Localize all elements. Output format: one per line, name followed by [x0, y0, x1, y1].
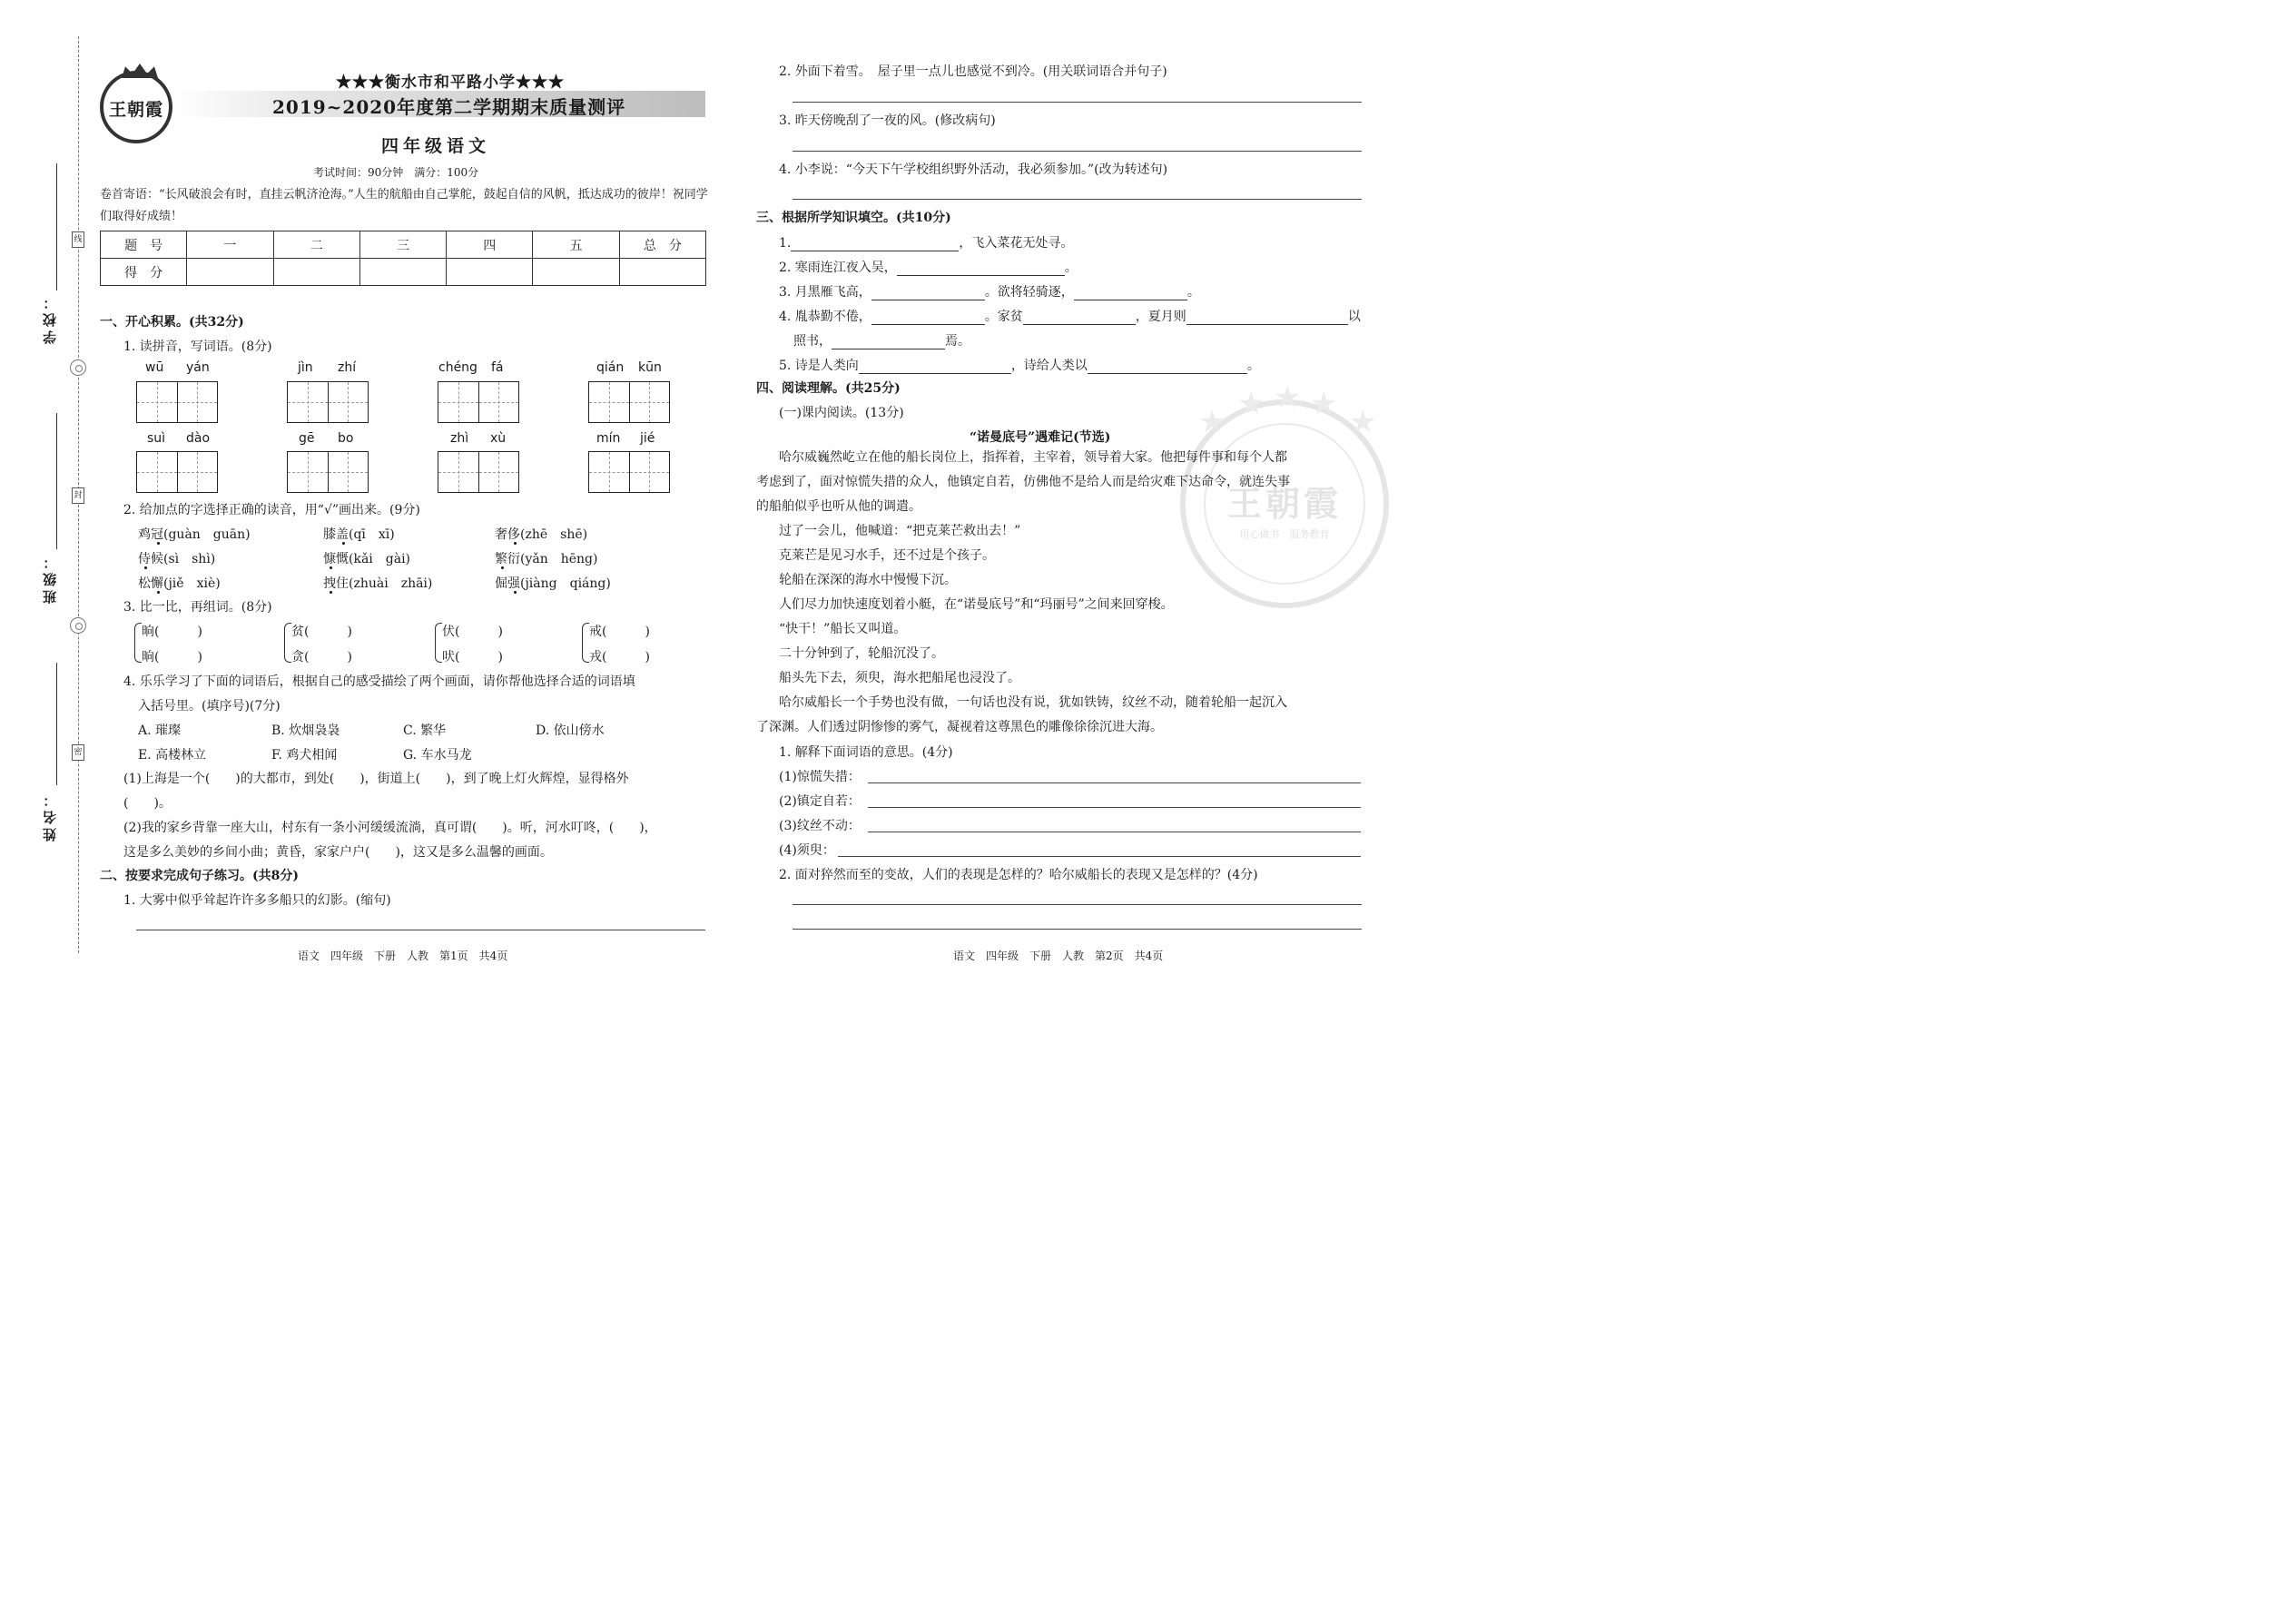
s1-q4: 4. 乐乐学习了下面的词语后，根据自己的感受描绘了两个画面，请你帮他选择合适的词语填: [123, 674, 635, 689]
reading-option[interactable]: 侍候(sì shì): [138, 552, 216, 566]
score-header-cell: 三: [359, 231, 446, 259]
compare-word[interactable]: 晌( ): [142, 650, 202, 664]
pinyin: chéng: [438, 360, 478, 375]
s3-q4-mid: 。家贫: [984, 310, 1023, 324]
fill-blank[interactable]: [1023, 310, 1136, 325]
passage-line: “快干！”船长又叫道。: [779, 622, 907, 636]
section-2-title: 二、按要求完成句子练习。(共8分): [100, 869, 299, 883]
binding-hole-icon: [70, 359, 86, 376]
score-header-cell: 四: [447, 231, 533, 259]
score-header-cell: 一: [187, 231, 273, 259]
scene-1-cont[interactable]: ( )。: [123, 796, 172, 811]
writing-grid[interactable]: [136, 381, 218, 423]
s3-q4-cont: [793, 331, 970, 349]
pinyin: jìn: [298, 360, 313, 375]
writing-grid[interactable]: [287, 381, 369, 423]
pinyin: bo: [338, 431, 354, 446]
s3-q3-end: 。: [1186, 285, 1200, 300]
reading-option[interactable]: 繁衍(yǎn hēng): [495, 552, 598, 566]
emphasis-dot: [330, 566, 332, 569]
score-header-cell: 五: [533, 231, 619, 259]
word-option: A. 璀璨: [138, 723, 182, 738]
s3-q1: [779, 233, 1073, 251]
fill-blank[interactable]: [1186, 310, 1348, 325]
compare-word[interactable]: 戒( ): [589, 625, 650, 639]
s3-q4-head: 4. 胤恭勤不倦，: [779, 310, 871, 324]
star-icon: ★: [1310, 386, 1338, 422]
brace: [582, 623, 589, 663]
seal-mark-line: 线: [72, 231, 84, 248]
s3-q2: [779, 258, 1078, 276]
s2-q4: 4. 小李说：“今天下午学校组织野外活动，我必须参加。”(改为转述句): [779, 162, 1168, 177]
reading-option[interactable]: 膝盖(qī xī): [323, 527, 395, 542]
reading-option[interactable]: 鸡冠(guàn guān): [138, 527, 251, 542]
passage-line: 哈尔威船长一个手势也没有做，一句话也没有说，犹如铁铸，纹丝不动，随着轮船一起沉入: [779, 695, 1287, 710]
s3-q3: [779, 282, 1200, 300]
scene-2[interactable]: (2)我的家乡背靠一座大山，村东有一条小河缓缓流淌，真可谓( )。听，河水叮咚，( )，: [123, 821, 657, 835]
emphasis-dot: [144, 566, 147, 569]
writing-grid[interactable]: [438, 451, 519, 493]
s3-q5-end: 。: [1246, 359, 1260, 373]
pinyin: jié: [640, 431, 655, 446]
score-cell[interactable]: [273, 259, 359, 286]
passage-line: 克莱芒是见习水手，还不过是个孩子。: [779, 548, 995, 563]
crown-icon: [122, 64, 158, 78]
score-header-cell: 总 分: [619, 231, 705, 259]
emphasis-dot: [501, 566, 504, 569]
word-option: F. 鸡犬相闻: [271, 748, 338, 763]
reading-option[interactable]: 奢侈(zhē shē): [495, 527, 588, 542]
emphasis-dot: [157, 542, 160, 545]
passage-line: 考虑到了，面对惊慌失措的众人，他镇定自若，仿佛他不是给人而是给灾难下达命令，就连失事: [756, 475, 1290, 489]
score-header-cell: 二: [273, 231, 359, 259]
brace: [134, 623, 142, 663]
score-cell[interactable]: [447, 259, 533, 286]
seal-mark-secret: 密: [72, 744, 84, 761]
fill-blank[interactable]: [871, 310, 985, 325]
answer-line[interactable]: [793, 929, 1362, 930]
compare-word[interactable]: 戎( ): [589, 650, 650, 664]
watermark-name: 王朝霞: [1226, 483, 1342, 524]
compare-word[interactable]: 贪( ): [291, 650, 352, 664]
class-blank[interactable]: [56, 413, 57, 549]
s4-q1: 1. 解释下面词语的意思。(4分): [779, 745, 953, 760]
brace: [435, 623, 442, 663]
s3-q3-head: 3. 月黑雁飞高，: [779, 285, 871, 300]
compare-word[interactable]: 伏( ): [442, 625, 503, 639]
pinyin: gē: [299, 431, 315, 446]
reading-option[interactable]: 倔强(jiàng qiáng): [495, 576, 611, 591]
name-label: 姓名：: [42, 790, 58, 842]
word-option: E. 高楼林立: [138, 748, 207, 763]
pinyin: suì: [147, 431, 166, 446]
page-footer-left: 语文 四年级 下册 人教 第1页 共4页: [298, 950, 508, 962]
pinyin: kūn: [638, 360, 662, 375]
writing-grid[interactable]: [287, 451, 369, 493]
reading-option[interactable]: 拽住(zhuài zhāi): [323, 576, 433, 591]
compare-word[interactable]: 吠( ): [442, 650, 503, 664]
star-icon: ★: [1198, 404, 1226, 440]
term-label: (4)须臾：: [779, 843, 835, 858]
answer-line[interactable]: [868, 807, 1361, 808]
brand-logo-text: 王朝霞: [108, 100, 163, 120]
pinyin: mín: [596, 431, 621, 446]
brand-logo: [100, 71, 172, 143]
s2-q3: 3. 昨天傍晚刮了一夜的风。(修改病句): [779, 113, 996, 128]
s3-q4-line2: 照书，: [793, 334, 832, 349]
term-label: (1)惊慌失措：: [779, 770, 861, 784]
fill-blank[interactable]: [1088, 359, 1247, 374]
s2-q2: 2. 外面下着雪。 屋子里一点儿也感觉不到冷。(用关联词语合并句子): [779, 64, 1167, 79]
score-table: [100, 231, 706, 286]
motto: 卷首寄语：“长风破浪会有时，直挂云帆济沧海。”人生的航船由自己掌舵，鼓起自信的风帆，抵达成功的彼岸！祝同学们取得好成绩！: [100, 188, 708, 223]
s1-q4-cont: 入括号里。(填序号)(7分): [138, 699, 281, 714]
school-blank[interactable]: [56, 163, 57, 290]
score-cell[interactable]: [187, 259, 273, 286]
emphasis-dot: [342, 542, 345, 545]
score-table-header-row: [101, 231, 706, 259]
term-label: (2)镇定自若：: [779, 794, 861, 809]
writing-grid[interactable]: [588, 451, 670, 493]
word-option: C. 繁华: [403, 723, 447, 738]
section-1-title: 一、开心积累。(共32分): [100, 315, 244, 330]
writing-grid[interactable]: [438, 381, 519, 423]
scene-2-cont[interactable]: 这是多么美妙的乡间小曲；黄昏，家家户户( )，这又是多么温馨的画面。: [123, 845, 553, 860]
class-label: 班级：: [42, 552, 58, 604]
fill-blank[interactable]: [791, 237, 959, 251]
s3-q2-end: 。: [1064, 261, 1078, 275]
binding-hole-icon: [70, 617, 86, 634]
seal-mark-seal: 封: [72, 487, 84, 504]
fill-blank[interactable]: [859, 359, 1011, 374]
exam-info: 考试时间：90分钟 满分：100分: [313, 166, 479, 179]
compare-word[interactable]: 贫( ): [291, 625, 352, 639]
section-4-title: 四、阅读理解。(共25分): [756, 381, 901, 396]
s3-q5: [779, 356, 1260, 374]
writing-grid[interactable]: [588, 381, 670, 423]
s3-q3-mid: 。欲将轻骑逐，: [984, 285, 1074, 300]
passage-line: 过了一会儿，他喊道：“把克莱芒救出去！”: [779, 524, 1021, 538]
pinyin: fá: [491, 360, 504, 375]
star-icon: ★: [1349, 404, 1377, 440]
s4-sub1: (一)课内阅读。(13分): [779, 406, 904, 420]
pinyin: yán: [186, 360, 210, 375]
score-cell[interactable]: [359, 259, 446, 286]
s3-q4-tail: 以: [1347, 310, 1361, 324]
fill-blank[interactable]: [897, 261, 1065, 276]
score-cell[interactable]: [533, 259, 619, 286]
s3-q4-mid2: ，夏月则: [1135, 310, 1186, 324]
pinyin: zhì: [450, 431, 469, 446]
answer-line[interactable]: [793, 102, 1362, 103]
word-option: D. 依山傍水: [536, 723, 605, 738]
passage-line: 的船舶似乎也听从他的调遣。: [756, 499, 921, 514]
answer-line[interactable]: [793, 904, 1362, 905]
score-cell[interactable]: [619, 259, 705, 286]
s3-q5-mid: ，诗给人类以: [1010, 359, 1088, 373]
s3-q1-number: 1.: [779, 236, 792, 251]
emphasis-dot: [157, 591, 160, 594]
passage-title: “诺曼底号”遇难记(节选): [970, 430, 1111, 445]
passage-line: 二十分钟到了，轮船沉没了。: [779, 646, 944, 661]
s3-q2-head: 2. 寒雨连江夜入吴，: [779, 261, 897, 275]
writing-grid[interactable]: [136, 451, 218, 493]
subject-title: 四年级语文: [381, 136, 491, 156]
emphasis-dot: [514, 542, 517, 545]
s1-q1: 1. 读拼音，写词语。(8分): [123, 340, 272, 354]
passage-line: 轮船在深深的海水中慢慢下沉。: [779, 573, 957, 587]
answer-line[interactable]: [868, 782, 1361, 783]
s4-q2: 2. 面对猝然而至的变故，人们的表现是怎样的？哈尔威船长的表现又是怎样的？(4分): [779, 868, 1258, 882]
s1-q3: 3. 比一比，再组词。(8分): [123, 600, 272, 615]
score-table-score-row: [101, 259, 706, 286]
page-footer-right: 语文 四年级 下册 人教 第2页 共4页: [953, 950, 1164, 962]
emphasis-dot: [514, 591, 517, 594]
term-label: (3)纹丝不动：: [779, 819, 861, 833]
emphasis-dot: [330, 591, 332, 594]
exam-title: 2019~2020年度第二学期期末质量测评: [272, 96, 626, 118]
fill-blank[interactable]: [1074, 286, 1187, 300]
name-blank[interactable]: [56, 663, 57, 785]
pinyin: xù: [490, 431, 507, 446]
word-option: B. 炊烟袅袅: [271, 723, 340, 738]
fill-blank[interactable]: [832, 335, 945, 349]
word-option: G. 车水马龙: [403, 748, 472, 763]
passage-line: 船头先下去，须臾，海水把船尾也浸没了。: [779, 671, 1020, 685]
section-3-title: 三、根据所学知识填空。(共10分): [756, 211, 951, 225]
pinyin: dào: [186, 431, 211, 446]
pinyin: wū: [145, 360, 164, 375]
compare-word[interactable]: 晌( ): [142, 625, 202, 639]
fill-blank[interactable]: [871, 286, 985, 300]
reading-option[interactable]: 慷慨(kǎi gài): [323, 552, 411, 566]
s1-q2: 2. 给加点的字选择正确的读音，用“√”画出来。(9分): [123, 503, 420, 517]
brace: [284, 623, 291, 663]
watermark-sub: 用心做书 服务教育: [1239, 528, 1330, 540]
school-label: 学校：: [42, 292, 58, 344]
star-icon: ★: [1274, 379, 1302, 416]
school-name: ★★★衡水市和平路小学★★★: [336, 74, 565, 92]
s3-q4: [779, 307, 1361, 325]
pinyin: qián: [596, 360, 625, 375]
s3-q4-end: 焉。: [945, 334, 970, 349]
answer-line[interactable]: [793, 199, 1362, 200]
s3-q5-head: 5. 诗是人类向: [779, 359, 859, 373]
score-row-label: 得 分: [101, 259, 187, 286]
pinyin: zhí: [338, 360, 357, 375]
scene-1[interactable]: (1)上海是一个( )的大都市，到处( )，街道上( )，到了晚上灯火辉煌，显得格外: [123, 772, 629, 786]
reading-option[interactable]: 松懈(jiě xiè): [138, 576, 221, 591]
answer-line[interactable]: [793, 151, 1362, 152]
star-icon: ★: [1237, 386, 1265, 422]
s2-q1: 1. 大雾中似乎耸起许许多多船只的幻影。(缩句): [123, 893, 391, 908]
s3-q1-tail: ，飞入菜花无处寻。: [959, 236, 1074, 251]
passage-line: 人们尽力加快速度划着小艇，在“诺曼底号”和“玛丽号”之间来回穿梭。: [779, 597, 1174, 612]
passage-line: 哈尔威巍然屹立在他的船长岗位上，指挥着，主宰着，领导着大家。他把每件事和每个人都: [779, 450, 1287, 465]
score-header-cell: 题 号: [101, 231, 187, 259]
answer-line[interactable]: [838, 856, 1361, 857]
passage-line: 了深渊。人们透过阴惨惨的雾气，凝视着这尊黑色的雕像徐徐沉进大海。: [756, 720, 1163, 734]
